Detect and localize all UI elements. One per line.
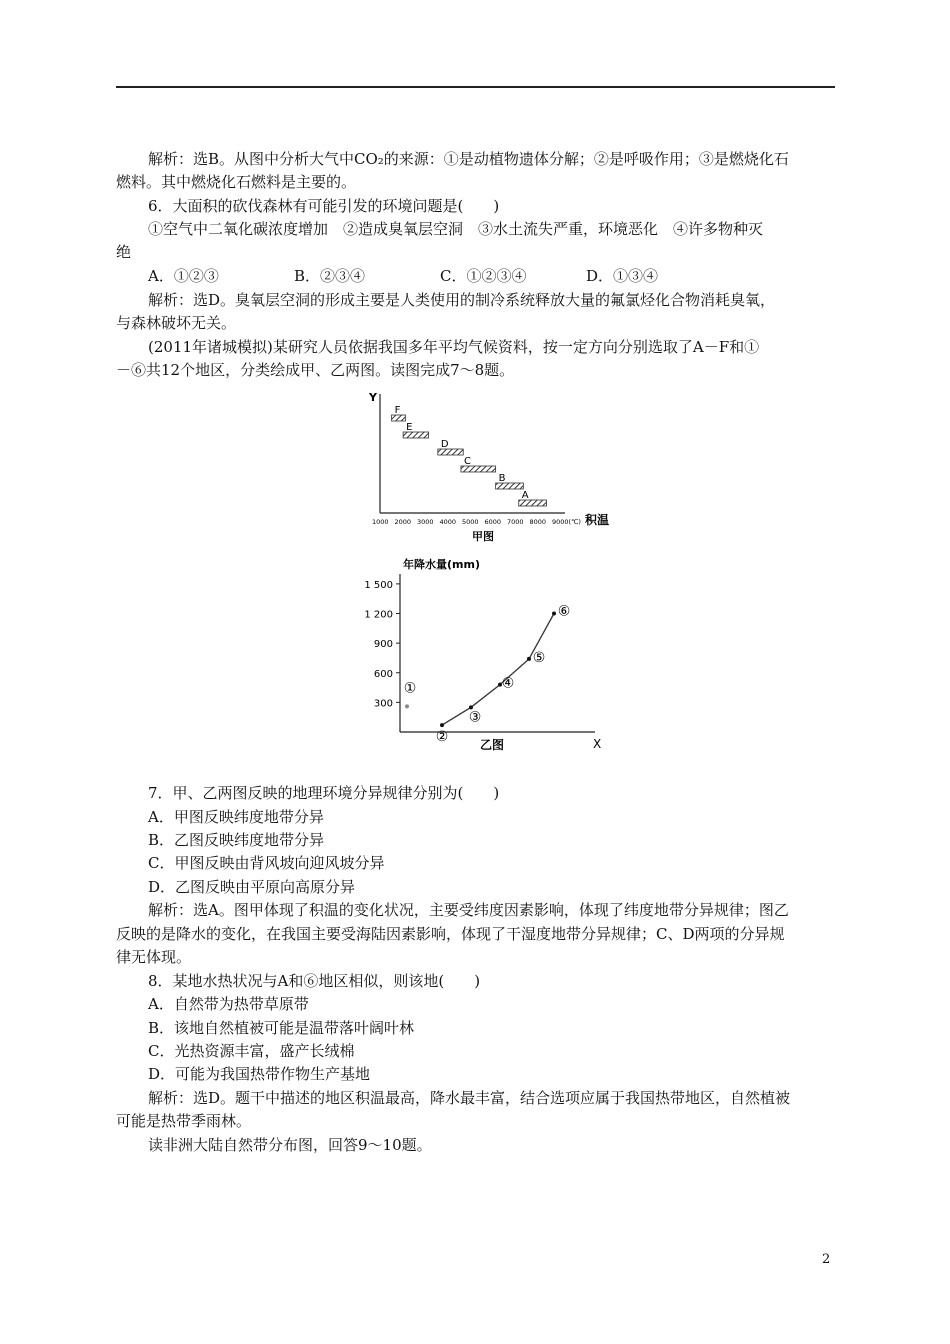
intro-line1: (2011年诸城模拟)某研究人员依据我国多年平均气候资料，按一定方向分别选取了A－F和① <box>148 338 760 356</box>
yi-y-tick: 900 <box>373 639 393 651</box>
yi-point-6 <box>552 612 556 616</box>
q6-options <box>148 266 732 286</box>
q6-items-line2: 绝 <box>116 243 132 261</box>
q8-analysis-line2: 可能是热带季雨林。 <box>116 1112 252 1130</box>
q8-option-b: B．该地自然植被可能是温带落叶阔叶林 <box>148 1019 415 1037</box>
jia-bar-label-B: B <box>498 473 506 484</box>
q8-option-c: C．光热资源丰富，盛产长绒棉 <box>148 1042 355 1060</box>
jia-bar-label-F: F <box>394 405 401 416</box>
yi-point-label-5: ⑤ <box>532 649 546 666</box>
q7-analysis-line2: 反映的是降水的变化，在我国主要受海陆因素影响，体现了干湿度地带分异规律；C、D两项的分异规 <box>116 925 785 943</box>
q6-stem: 6．大面积的砍伐森林有可能引发的环境问题是( ) <box>148 197 500 215</box>
q6-option-c: C．①②③④ <box>440 267 527 285</box>
analysis-q5-line1: 解析：选B。从图中分析大气中CO₂的来源：①是动植物遗体分解；②是呼吸作用；③是燃烧化石 <box>148 150 789 168</box>
jia-x-tick: 2000 <box>394 518 412 526</box>
q6-items-line1: ①空气中二氧化碳浓度增加 ②造成臭氧层空洞 ③水土流失严重，环境恶化 ④许多物种灭 <box>148 220 764 238</box>
jia-y-label: Y <box>369 391 377 404</box>
yi-y-label: 年降水量(mm) <box>403 558 480 571</box>
yi-series-line <box>442 614 554 726</box>
jia-title: 甲图 <box>472 530 494 543</box>
yi-point-label-4: ④ <box>501 675 515 692</box>
jia-x-tick: 4000 <box>439 518 457 526</box>
yi-point-1 <box>405 704 409 708</box>
analysis-q5-line2: 燃料。其中燃烧化石燃料是主要的。 <box>116 173 357 191</box>
yi-y-tick: 1 500 <box>364 579 393 591</box>
jia-x-tick: 5000 <box>462 518 479 526</box>
yi-point-label-3: ③ <box>468 709 482 726</box>
q7-stem: 7．甲、乙两图反映的地理环境分异规律分别为( ) <box>148 784 500 802</box>
q6-option-a: A．①②③ <box>148 267 219 285</box>
yi-point-5 <box>527 657 531 661</box>
q7-analysis-line1: 解析：选A。图甲体现了积温的变化状况，主要受纬度因素影响，体现了纬度地带分异规律；图乙 <box>148 901 789 919</box>
yi-x-label: X <box>593 737 602 751</box>
header-rule <box>116 86 835 88</box>
yi-point-label-1: ① <box>403 680 417 697</box>
jia-bar-label-C: C <box>463 456 471 467</box>
page-number: 2 <box>822 1252 831 1267</box>
jia-x-tick: 8000 <box>529 518 547 526</box>
jia-x-tick: 7000 <box>507 518 524 526</box>
chart-jia <box>360 388 620 548</box>
yi-y-tick: 300 <box>373 698 393 710</box>
jia-x-label: 积温 <box>585 513 610 527</box>
q6-option-d: D．①③④ <box>586 267 659 285</box>
yi-y-tick: 600 <box>373 668 393 680</box>
jia-x-tick: 6000 <box>484 518 502 526</box>
q8-option-a: A．自然带为热带草原带 <box>148 995 309 1013</box>
q8-stem: 8．某地水热状况与A和⑥地区相似，则该地( ) <box>148 972 481 990</box>
yi-point-2 <box>440 723 444 727</box>
q6-option-b: B．②③④ <box>294 267 366 285</box>
jia-bar-label-E: E <box>406 422 413 433</box>
yi-point-label-6: ⑥ <box>557 603 571 620</box>
q6-analysis-line2: 与森林破坏无关。 <box>116 314 237 332</box>
jia-x-tick: 3000 <box>417 518 434 526</box>
q8-option-d: D．可能为我国热带作物生产基地 <box>148 1065 371 1083</box>
yi-title: 乙图 <box>480 738 505 752</box>
jia-x-tick: 1000 <box>372 518 389 526</box>
yi-y-tick: 1 200 <box>364 609 393 621</box>
yi-point-label-2: ② <box>435 729 449 746</box>
q7-option-b: B．乙图反映纬度地带分异 <box>148 831 325 849</box>
q6-analysis-line1: 解析：选D。臭氧层空洞的形成主要是人类使用的制冷系统释放大量的氟氯烃化合物消耗臭氧， <box>148 291 776 309</box>
jia-x-tick: 9000(℃) <box>552 518 581 526</box>
chart-yi <box>355 552 615 752</box>
jia-bar-label-A: A <box>521 490 529 501</box>
q7-option-d: D．乙图反映由平原向高原分异 <box>148 878 356 896</box>
q7-option-c: C．甲图反映由背风坡向迎风坡分异 <box>148 854 385 872</box>
q7-analysis-line3: 律无体现。 <box>116 948 192 966</box>
q8-analysis-line1: 解析：选D。题干中描述的地区积温最高，降水最丰富，结合选项应属于我国热带地区，自然植被 <box>148 1089 791 1107</box>
q7-option-a: A．甲图反映纬度地带分异 <box>148 808 324 826</box>
closing-text: 读非洲大陆自然带分布图，回答9～10题。 <box>148 1136 432 1154</box>
jia-bar-label-D: D <box>440 439 449 450</box>
intro-line2: －⑥共12个地区，分类绘成甲、乙两图。读图完成7～8题。 <box>116 361 515 379</box>
